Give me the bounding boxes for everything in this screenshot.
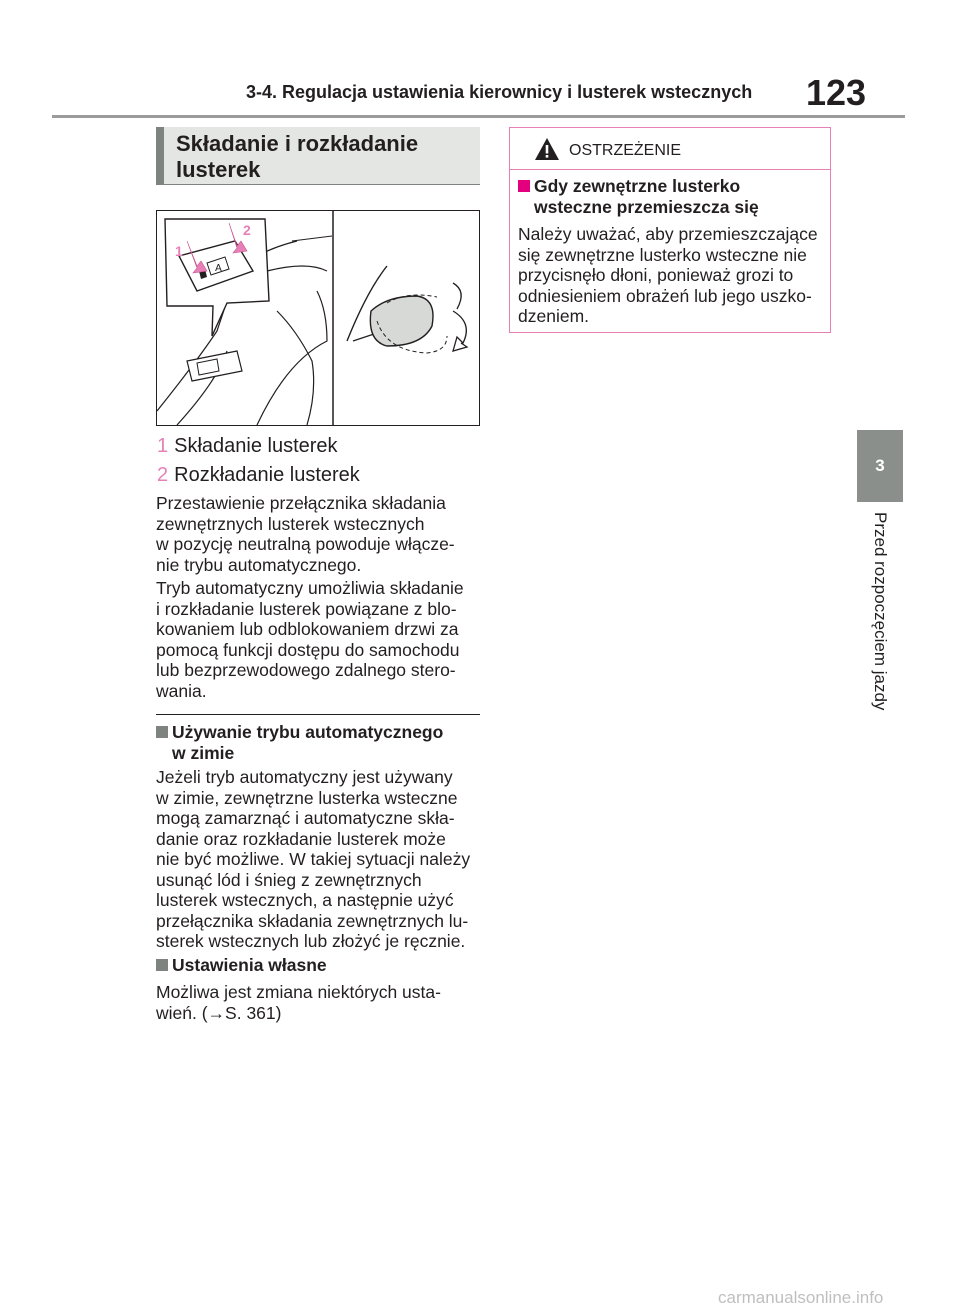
step-2 <box>157 464 360 487</box>
p2-line: lub bezprzewodowego zdalnego stero- <box>156 660 456 680</box>
warning-title: OSTRZEŻENIE <box>569 142 682 159</box>
p2-line: Tryb automatyczny umożliwia składanie <box>156 578 464 598</box>
winter-line: danie oraz rozkładanie lusterek może <box>156 828 446 849</box>
warning-text <box>518 224 818 327</box>
section-title <box>156 127 480 184</box>
warning-sub-heading <box>518 176 759 217</box>
winter-line: mogą zamarznąć i automatyczne skła- <box>156 808 455 828</box>
step-1-number: 1 <box>157 435 169 457</box>
paragraph-neutral-switch <box>156 493 486 575</box>
winter-line: sterek wstecznych lub złożyć je ręcznie. <box>156 931 466 951</box>
winter-heading-line-1: Używanie trybu automatycznego <box>172 722 444 742</box>
step-2-text: Rozkładanie lusterek <box>174 464 360 486</box>
p1-line: nie trybu automatycznego. <box>156 554 362 575</box>
warning-line: dzeniem. <box>518 306 590 326</box>
paragraph-auto-mode <box>156 578 486 701</box>
warning-sub-line-2: wsteczne przemieszcza się <box>534 196 759 217</box>
winter-line: w zimie, zewnętrzne lusterka wsteczne <box>156 787 458 808</box>
watermark: carmanualsonline.info <box>718 1288 884 1307</box>
p1-line: w pozycję neutralną powoduje włącze- <box>156 534 455 554</box>
warning-header <box>510 128 830 170</box>
winter-text <box>156 767 486 952</box>
winter-heading <box>156 722 443 763</box>
winter-heading-line-2: w zimie <box>172 742 235 763</box>
custom-settings-text <box>156 982 486 1023</box>
callout-2: 2 <box>243 222 251 238</box>
bullet-square-icon <box>156 959 168 971</box>
illustration-svg <box>157 211 479 425</box>
p2-line: kowaniem lub odblokowaniem drzwi za <box>156 619 459 639</box>
custom-heading-text: Ustawienia własne <box>172 955 327 975</box>
bullet-square-icon <box>518 180 530 192</box>
p2-line: wania. <box>156 680 207 701</box>
section-divider <box>156 714 480 715</box>
p2-line: i rozkładanie lusterek powiązane z blo- <box>156 598 457 619</box>
winter-line: lusterek wstecznych, a następnie użyć <box>156 890 454 910</box>
custom-line: Możliwa jest zmiana niektórych usta- <box>156 982 441 1002</box>
warning-line: Należy uważać, aby przemieszczające <box>518 224 818 244</box>
warning-sub-line-1: Gdy zewnętrzne lusterko <box>534 176 741 196</box>
warning-line: przycisnęło dłoni, ponieważ grozi to <box>518 265 794 285</box>
p1-line: Przestawienie przełącznika składania <box>156 493 446 513</box>
page-number: 123 <box>806 72 867 113</box>
section-title-underline <box>156 184 480 185</box>
callout-1: 1 <box>175 243 183 259</box>
running-header: 3-4. Regulacja ustawienia kierownicy i lusterek wstecznych <box>246 82 753 102</box>
chapter-label: Przed rozpoczęciem jazdy <box>871 512 890 711</box>
section-title-line-2: lusterek <box>176 157 261 182</box>
warning-line: odniesieniem obrażeń lub jego uszko- <box>518 285 812 306</box>
custom-settings-heading <box>156 955 327 976</box>
chapter-number: 3 <box>875 456 885 475</box>
winter-line: nie być możliwe. W takiej sytuacji należy <box>156 849 471 869</box>
bullet-square-icon <box>156 726 168 738</box>
mirror-folding-illustration <box>156 210 480 426</box>
chapter-tab[interactable] <box>857 430 903 502</box>
step-1 <box>157 435 338 458</box>
winter-line: Jeżeli tryb automatyczny jest używany <box>156 767 453 787</box>
step-2-number: 2 <box>157 464 169 486</box>
warning-box <box>509 127 831 333</box>
p2-line: pomocą funkcji dostępu do samochodu <box>156 639 460 660</box>
p1-line: zewnętrznych lusterek wstecznych <box>156 513 425 534</box>
step-1-text: Składanie lusterek <box>174 435 338 457</box>
winter-line: usunąć lód i śnieg z zewnętrznych <box>156 869 422 890</box>
warning-line: się zewnętrzne lusterko wsteczne nie <box>518 244 807 265</box>
custom-page-reference[interactable]: wień. (→S. 361) <box>156 1002 282 1023</box>
warning-triangle-icon <box>534 137 560 161</box>
header-divider <box>52 115 905 118</box>
svg-text:A: A <box>215 263 222 274</box>
section-title-line-1: Składanie i rozkładanie <box>176 131 419 156</box>
winter-line: przełącznika składania zewnętrznych lu- <box>156 910 469 931</box>
